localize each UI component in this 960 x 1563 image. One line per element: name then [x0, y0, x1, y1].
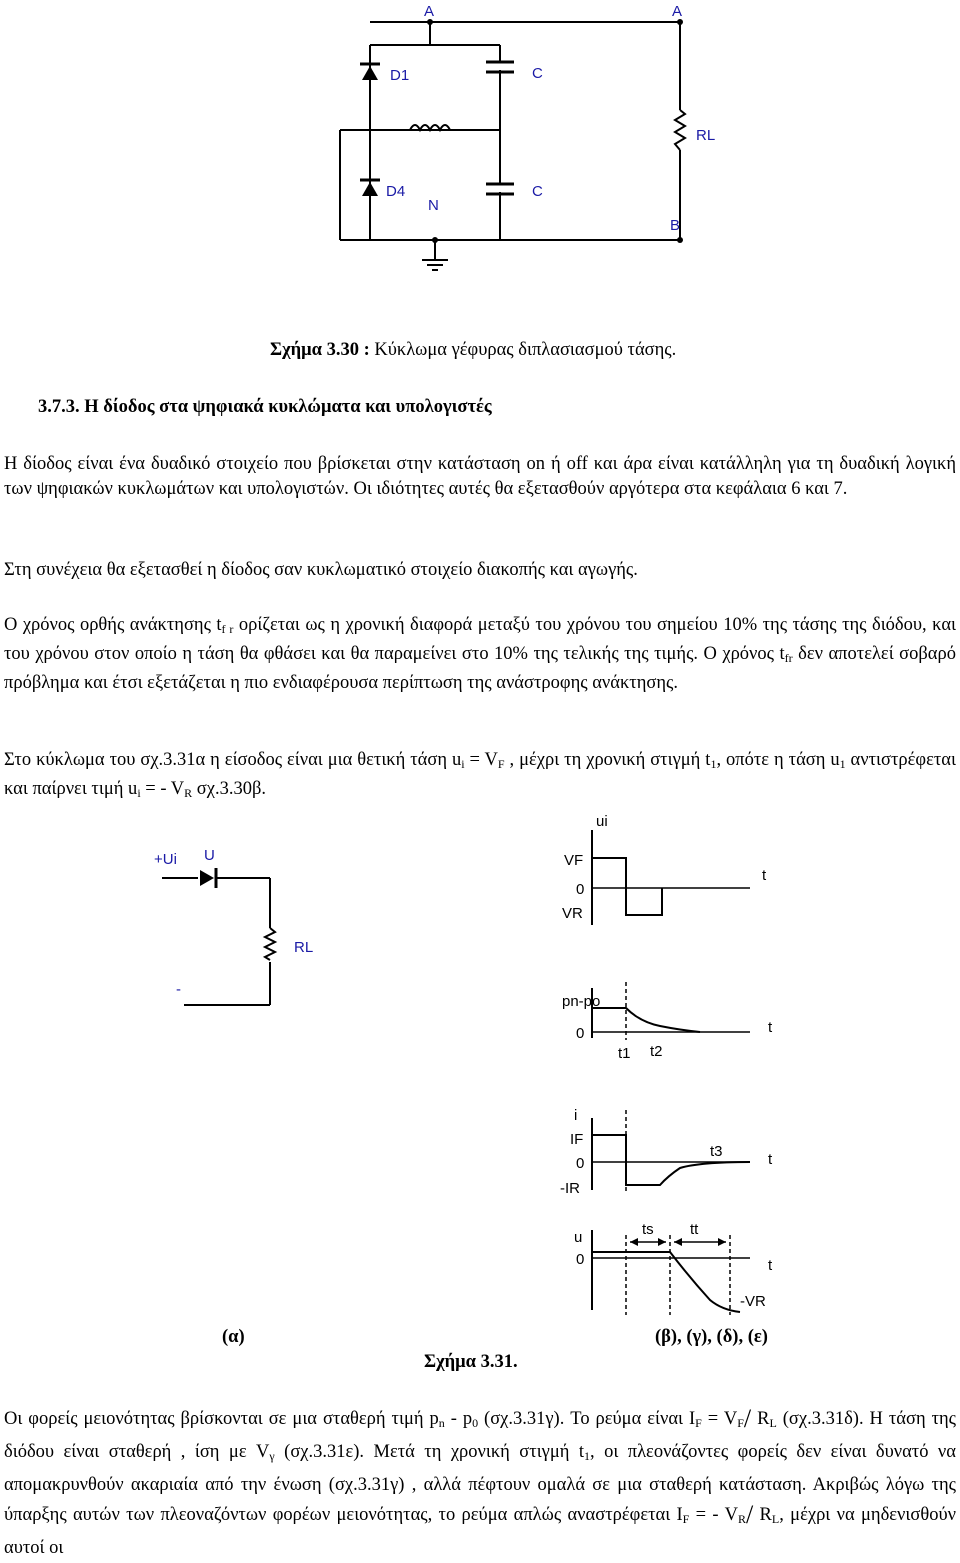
label-input-plus: +Ui — [154, 851, 177, 868]
p3-text-a: Ο χρόνος ορθής ανάκτησης t — [4, 615, 222, 635]
capacitor-top — [486, 62, 514, 72]
resistor-rl — [675, 110, 685, 150]
final-s1: Οι φορείς μειονότητας βρίσκονται σε μια σταθερή τιμή p — [4, 1409, 439, 1429]
final-slash-1: / — [743, 1404, 752, 1433]
label-u: U — [204, 847, 215, 864]
label-c-top: C — [532, 65, 543, 82]
paragraph-2: Στη συνέχεια θα εξετασθεί η δίοδος σαν κυκλωματικό στοιχείο διακοπής και αγωγής. — [4, 560, 638, 580]
final-sub-r: R — [737, 1512, 746, 1526]
p4-text-d: , οπότε η τάση u — [716, 750, 840, 770]
p4-sub-1b: 1 — [839, 757, 846, 771]
plot-i-mir: -IR — [560, 1180, 580, 1197]
label-rl: RL — [696, 127, 716, 144]
plot-i-ylabel: i — [574, 1107, 578, 1124]
final-s7: (σχ.3.31ε). Μετά τη χρονική στιγμή t — [274, 1442, 585, 1462]
plot-ui — [562, 813, 767, 925]
final-s4: = V — [701, 1409, 738, 1429]
plot-p-t2: t2 — [650, 1043, 663, 1060]
plot-ui-t: t — [762, 867, 767, 884]
plot-p-t1: t1 — [618, 1045, 631, 1062]
final-s9: = - V — [689, 1505, 738, 1525]
plot-u-ylabel: u — [574, 1229, 583, 1246]
p4-sub-i2: i — [137, 786, 141, 800]
figure-3-30-caption-bold: Σχήμα 3.30 : — [270, 340, 370, 360]
figure-3-31a-circuit — [150, 840, 340, 1020]
p3-sub-fr-1: f r — [221, 622, 234, 636]
plot-i-zero: 0 — [576, 1155, 585, 1172]
figure-3-30-caption-text: Κύκλωμα γέφυρας διπλασιασμού τάσης. — [369, 340, 677, 360]
plot-u — [574, 1221, 773, 1315]
p3-text-c: δεν αποτελεί σοβαρό πρόβλημα και έτσι εξετάζεται η πιο ενδιαφέρουσα περίπτωση της ανάστροφης ανάκτησης. — [4, 644, 956, 693]
figure-3-30-caption — [270, 340, 676, 361]
plot-i — [560, 1107, 773, 1197]
p4-text-c: , μέχρι τη χρονική στιγμή t — [504, 750, 711, 770]
plot-i-t: t — [768, 1151, 773, 1168]
final-s6: (σχ.3.31δ). Η τάση της διόδου είναι σταθερή , ίση με V — [4, 1409, 957, 1462]
plot-p-t: t — [768, 1019, 773, 1036]
p4-sub-1: 1 — [710, 757, 717, 771]
p4-text-g: σχ.3.30β. — [192, 779, 267, 799]
resistor-rl-a — [265, 928, 275, 960]
figure-3-31-label-a: (α) — [222, 1327, 245, 1347]
label-node-n: N — [428, 197, 439, 214]
p4-sub-f: F — [497, 757, 505, 771]
final-s11: , μέχρι να μηδενισθούν αυτοί οι — [4, 1505, 957, 1558]
label-d4: D4 — [386, 183, 406, 200]
section-title: Η δίοδος στα ψηφιακά κυκλώματα και υπολογιστές — [84, 397, 492, 417]
final-sub-0: 0 — [472, 1416, 479, 1430]
final-paragraph — [4, 1404, 956, 1563]
label-rl-a: RL — [294, 939, 314, 956]
label-minus: - — [176, 981, 181, 998]
p4-text-e: αντιστρέφεται και παίρνει τιμή u — [4, 750, 956, 799]
final-sub-l2: L — [771, 1512, 780, 1526]
final-s5: R — [751, 1409, 770, 1429]
final-s8: , οι πλεονάζοντες φορείς δεν είναι δυνατό να απομακρυνθούν ακαριαία από την ένωση (σχ.3.31γ) , αλλά πέφτουν ομαλά σε μια σταθερή κατάσταση. Ακριβώς λόγω της ύπαρξης αυτών των πλεοναζόντων φορέων μειονότητας, το ρεύμα απλώς αναστρέφεται I — [4, 1442, 956, 1525]
final-slash-2: / — [745, 1500, 754, 1529]
p4-sub-r: R — [184, 786, 193, 800]
capacitor-bottom — [486, 184, 514, 194]
p3-text-b: ορίζεται ως η χρονική διαφορά μεταξύ του χρόνου του σημείου 10% της τάσης της διόδου, και του χρόνου στον οποίο η τάση θα φθάσει και θα παραμείνει στο 10% της τελικής της τιμής. Ο χρόνος t — [4, 615, 956, 664]
p3-sub-fr-2: fr — [784, 651, 793, 665]
plot-u-t: t — [768, 1257, 773, 1274]
final-sub-1: 1 — [584, 1449, 591, 1463]
paragraph-4 — [4, 748, 956, 806]
plot-p-ylabel: pn-po — [562, 993, 601, 1010]
label-c-bottom: C — [532, 183, 543, 200]
final-sub-n: n — [438, 1416, 445, 1430]
plot-i-if: IF — [570, 1131, 584, 1148]
section-heading — [38, 397, 492, 418]
figure-3-30-circuit — [310, 0, 730, 290]
final-s2: - p — [444, 1409, 473, 1429]
plot-ui-ylabel: ui — [596, 813, 608, 830]
p4-sub-i1: i — [461, 757, 465, 771]
final-sub-f3: F — [682, 1512, 690, 1526]
diode-u — [200, 868, 216, 888]
final-sub-f2: F — [737, 1416, 744, 1430]
p4-text-b: = V — [464, 750, 498, 770]
plot-u-tt: tt — [690, 1221, 699, 1238]
label-node-a-right: A — [672, 3, 683, 20]
plot-ui-zero: 0 — [576, 881, 585, 898]
ground-symbol — [422, 260, 448, 270]
figure-3-31-label-b: (β), (γ), (δ), (ε) — [655, 1327, 768, 1347]
plot-p — [562, 982, 773, 1062]
plot-p-zero: 0 — [576, 1025, 585, 1042]
final-s3: (σχ.3.31γ). Το ρεύμα είναι I — [478, 1409, 696, 1429]
section-number: 3.7.3. — [38, 397, 80, 417]
plot-u-zero: 0 — [576, 1251, 585, 1268]
plot-u-mvr: -VR — [740, 1293, 766, 1310]
plot-ui-vf: VF — [564, 852, 584, 869]
paragraph-1: Η δίοδος είναι ένα δυαδικό στοιχείο που βρίσκεται στην κατάσταση on ή off και άρα είναι κατάλληλη για τη δυαδική λογική των ψηφιακών κυκλωμάτων και υπολογιστών. Οι ιδιότητες αυτές θα εξετασθούν αργότερα στα κεφάλαια 6 και 7. — [4, 454, 956, 499]
final-sub-l1: L — [769, 1416, 777, 1430]
figure-3-31-waveforms — [550, 810, 810, 1320]
p4-text-f: = - V — [140, 779, 185, 799]
label-node-a-left: A — [424, 3, 435, 20]
final-s10: R — [753, 1505, 772, 1525]
plot-ui-vr: VR — [562, 905, 583, 922]
diode-d4 — [360, 180, 380, 196]
p4-text-a: Στο κύκλωμα του σχ.3.31α η είσοδος είναι μια θετική τάση u — [4, 750, 462, 770]
figure-3-31-caption: Σχήμα 3.31. — [424, 1352, 518, 1372]
plot-i-t3: t3 — [710, 1143, 723, 1160]
plot-u-ts: ts — [642, 1221, 654, 1238]
label-node-b: B — [670, 217, 681, 234]
final-sub-g: γ — [269, 1449, 275, 1463]
diode-d1 — [360, 64, 380, 80]
paragraph-3 — [4, 613, 956, 696]
label-d1: D1 — [390, 67, 410, 84]
final-sub-f1: F — [695, 1416, 702, 1430]
